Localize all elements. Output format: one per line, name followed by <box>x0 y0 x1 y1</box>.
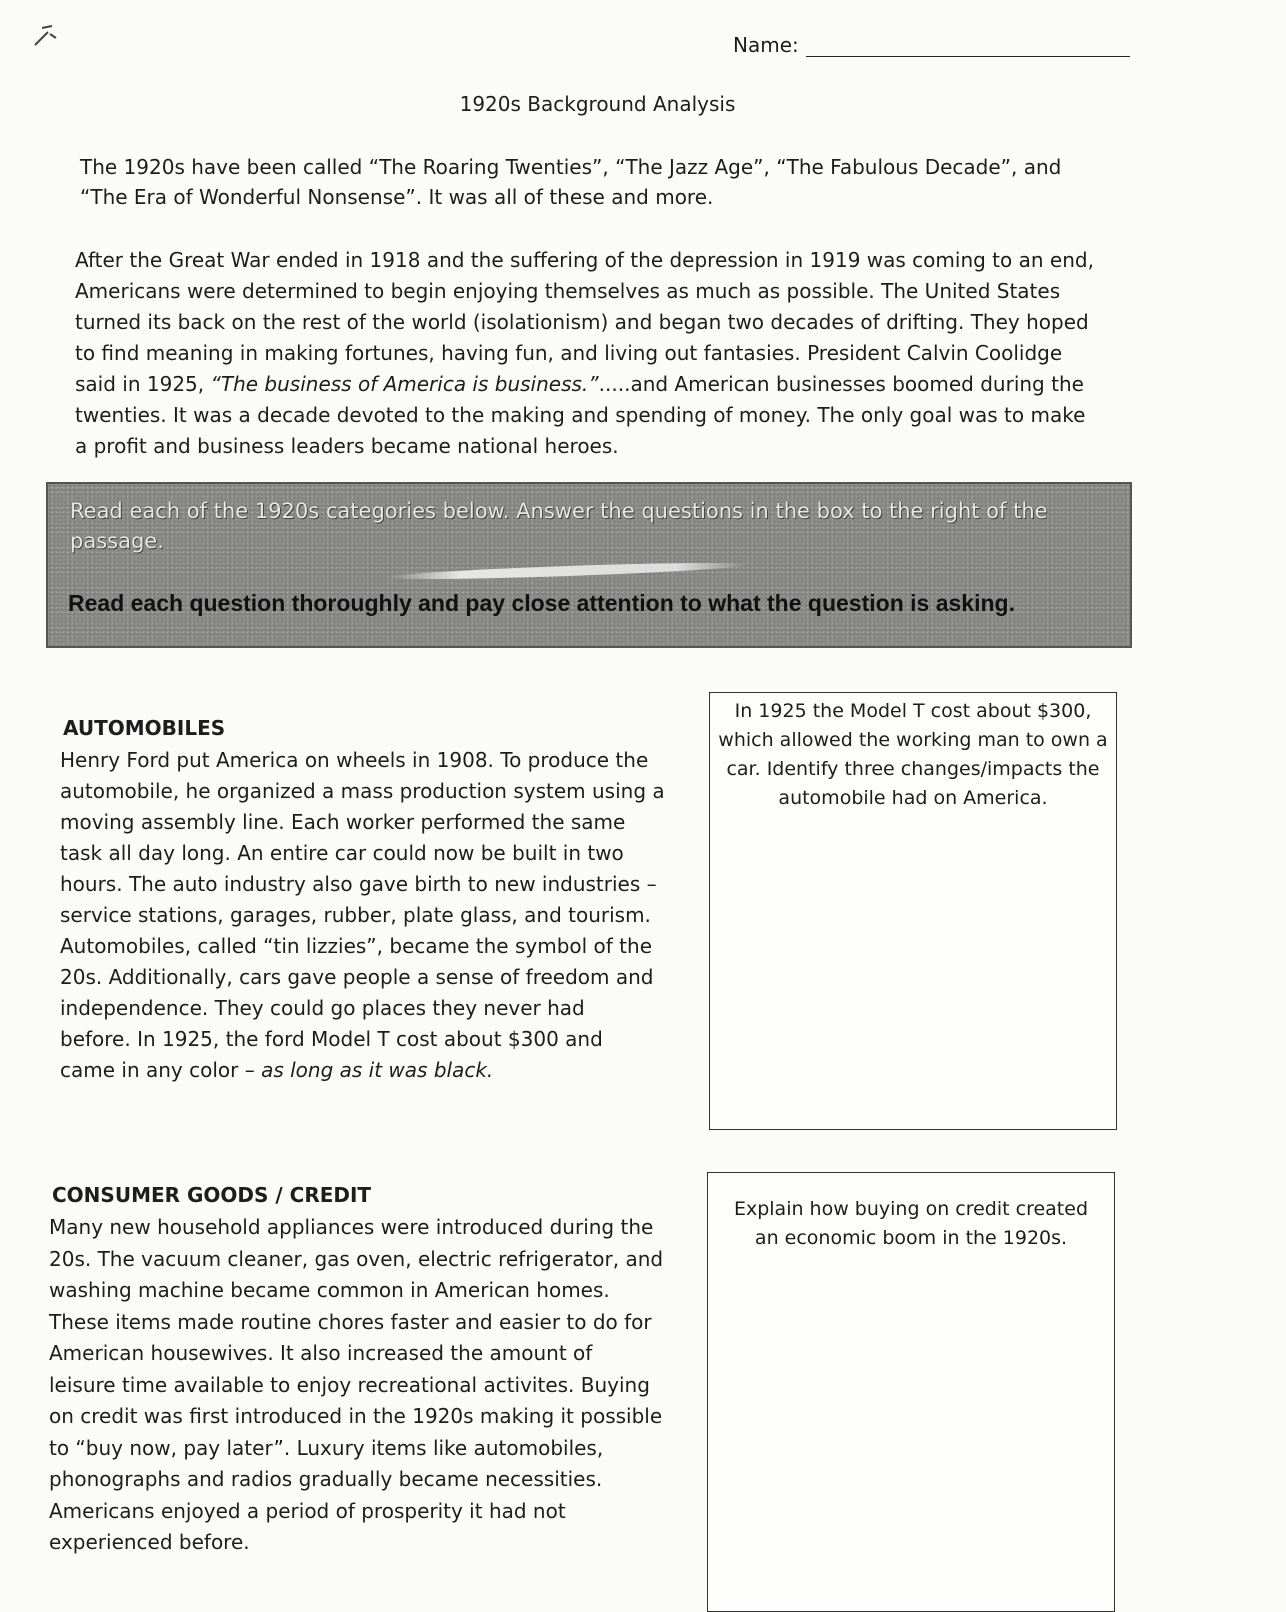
italic-text: “The business of America is business.” <box>210 372 599 396</box>
text-line: 20s. The vacuum cleaner, gas oven, electric refrigerator, and <box>49 1246 664 1271</box>
text-line: After the Great War ended in 1918 and the suffering of the depression in 1919 was coming to an end, <box>75 248 1094 272</box>
text-line: 20s. Additionally, cars gave people a sense of freedom and <box>60 965 654 989</box>
text-line: American housewives. It also increased the amount of <box>49 1341 593 1365</box>
page-title: 1920s Background Analysis <box>459 92 736 116</box>
text-line: hours. The auto industry also gave birth to new industries – <box>60 872 657 896</box>
question-line: which allowed the working man to own a <box>718 729 1108 751</box>
automobiles-question <box>710 697 1116 813</box>
text-line: independence. They could go places they never had <box>60 996 585 1020</box>
name-label: Name: <box>733 33 799 57</box>
text-line <box>60 1058 493 1082</box>
italic-text: as long as it was black. <box>261 1058 494 1082</box>
text-line: “The Era of Wonderful Nonsense”. It was all of these and more. <box>80 185 714 209</box>
text-line: twenties. It was a decade devoted to the making and spending of money. The only goal was to make <box>75 403 1086 427</box>
question-line: automobile had on America. <box>778 787 1048 809</box>
text-line: on credit was first introduced in the 1920s making it possible <box>49 1404 663 1428</box>
text-line: Many new household appliances were introduced during the <box>49 1215 654 1239</box>
automobiles-heading: AUTOMOBILES <box>63 716 226 740</box>
text-line: Henry Ford put America on wheels in 1908. To produce the <box>60 748 649 772</box>
consumer-answer-box[interactable] <box>707 1172 1115 1612</box>
question-line: car. Identify three changes/impacts the <box>726 758 1100 780</box>
text-line: The 1920s have been called “The Roaring Twenties”, “The Jazz Age”, “The Fabulous Decade”, and <box>80 155 1062 179</box>
question-line: In 1925 the Model T cost about $300, <box>734 700 1092 722</box>
text-segment: .....and American businesses boomed during the <box>598 372 1084 396</box>
question-line: an economic boom in the 1920s. <box>754 1227 1068 1249</box>
banner-emphasis: Read each question thoroughly and pay close attention to what the question is asking. <box>68 590 1015 616</box>
text-segment: said in 1925, <box>75 372 211 396</box>
text-line: service stations, garages, rubber, plate glass, and tourism. <box>60 903 651 927</box>
text-line: automobile, he organized a mass production system using a <box>60 779 665 803</box>
text-line <box>75 372 1084 396</box>
question-line: Explain how buying on credit created <box>733 1198 1089 1220</box>
text-line: experienced before. <box>49 1530 250 1554</box>
consumer-heading: CONSUMER GOODS / CREDIT <box>52 1183 372 1207</box>
text-line: before. In 1925, the ford Model T cost about $300 and <box>60 1027 603 1051</box>
text-line: Americans enjoyed a period of prosperity it had not <box>49 1498 566 1523</box>
banner-instruction: Read each of the 1920s categories below. Answer the questions in the box to the right of the passage. <box>70 499 1048 553</box>
text-line: to “buy now, pay later”. Luxury items like automobiles, <box>49 1435 604 1460</box>
text-line: These items made routine chores faster and easier to do for <box>49 1309 652 1334</box>
text-line: moving assembly line. Each worker performed the same <box>60 810 626 834</box>
text-segment: came in any color – <box>60 1058 262 1082</box>
automobiles-answer-box[interactable] <box>709 692 1117 1130</box>
text-line: Automobiles, called “tin lizzies”, became the symbol of the <box>60 934 653 958</box>
text-line: turned its back on the rest of the world (isolationism) and began two decades of drifting. They hoped <box>75 310 1089 334</box>
scan-smudge-icon <box>30 20 70 50</box>
text-line: washing machine became common in American homes. <box>49 1278 610 1302</box>
text-line: a profit and business leaders became national heroes. <box>75 434 619 458</box>
text-line: leisure time available to enjoy recreational activites. Buying <box>49 1372 650 1397</box>
text-line: Americans were determined to begin enjoying themselves as much as possible. The United States <box>75 279 1061 303</box>
text-line: phonographs and radios gradually became necessities. <box>49 1467 603 1491</box>
instructions-banner <box>46 482 1132 648</box>
consumer-question <box>708 1195 1114 1253</box>
highlight-streak <box>388 560 748 583</box>
name-input-line[interactable] <box>806 56 1130 57</box>
text-line: to find meaning in making fortunes, having fun, and living out fantasies. President Calvin Coolidge <box>75 341 1063 365</box>
text-line: task all day long. An entire car could now be built in two <box>60 841 624 865</box>
